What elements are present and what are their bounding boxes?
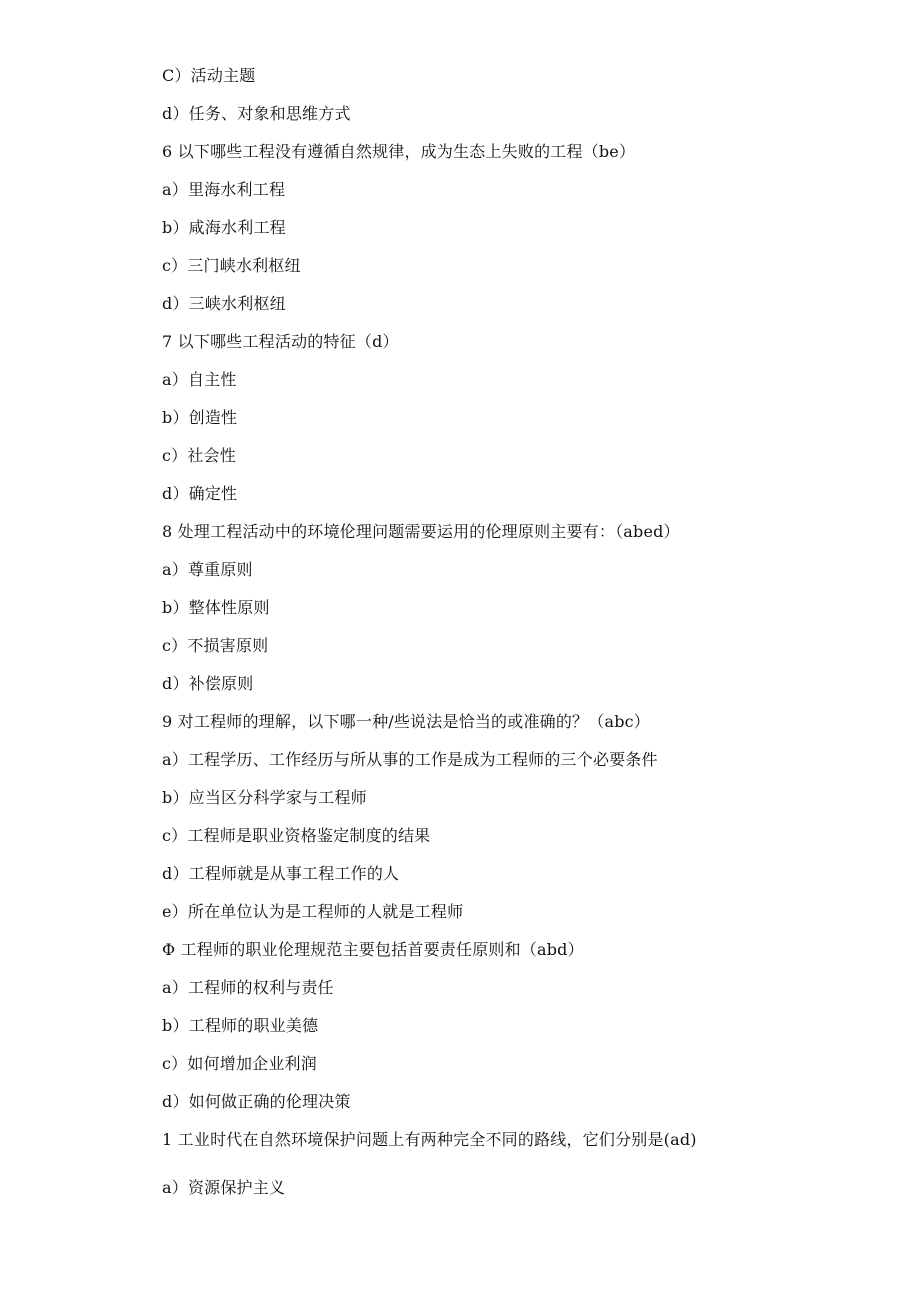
question-line: 1 工业时代在自然环境保护问题上有两种完全不同的路线，它们分别是(ad): [162, 1130, 697, 1149]
question-line: 8 处理工程活动中的环境伦理问题需要运用的伦理原则主要有：（abed）: [162, 522, 680, 541]
question-line: 9 对工程师的理解，以下哪一种/些说法是恰当的或准确的？（abc）: [162, 712, 650, 731]
question-line: Φ 工程师的职业伦理规范主要包括首要责任原则和（abd）: [162, 940, 584, 959]
option-line: c）如何增加企业利润: [162, 1054, 317, 1073]
option-line: d）工程师就是从事工程工作的人: [162, 864, 400, 883]
text-line: d）任务、对象和思维方式: [162, 104, 351, 123]
option-line: a）里海水利工程: [162, 180, 286, 199]
option-line: a）自主性: [162, 370, 237, 389]
question-line: 7 以下哪些工程活动的特征（d）: [162, 332, 399, 351]
option-line: d）如何做正确的伦理决策: [162, 1092, 351, 1111]
option-line: d）补偿原则: [162, 674, 254, 693]
option-line: c）工程师是职业资格鉴定制度的结果: [162, 826, 431, 845]
option-line: a）尊重原则: [162, 560, 253, 579]
option-line: b）创造性: [162, 408, 238, 427]
option-line: a）工程学历、工作经历与所从事的工作是成为工程师的三个必要条件: [162, 750, 658, 769]
option-line: b）咸海水利工程: [162, 218, 286, 237]
option-line: a）资源保护主义: [162, 1178, 286, 1197]
option-line: c）社会性: [162, 446, 236, 465]
question-line: 6 以下哪些工程没有遵循自然规律，成为生态上失败的工程（be）: [162, 142, 636, 161]
option-line: d）确定性: [162, 484, 238, 503]
option-line: c）三门峡水利枢纽: [162, 256, 301, 275]
option-line: b）应当区分科学家与工程师: [162, 788, 367, 807]
option-line: a）工程师的权利与责任: [162, 978, 334, 997]
option-line: b）整体性原则: [162, 598, 270, 617]
option-line: b）工程师的职业美德: [162, 1016, 319, 1035]
option-line: d）三峡水利枢纽: [162, 294, 286, 313]
text-line: C）活动主题: [162, 66, 256, 85]
option-line: e）所在单位认为是工程师的人就是工程师: [162, 902, 464, 921]
option-line: c）不损害原则: [162, 636, 269, 655]
